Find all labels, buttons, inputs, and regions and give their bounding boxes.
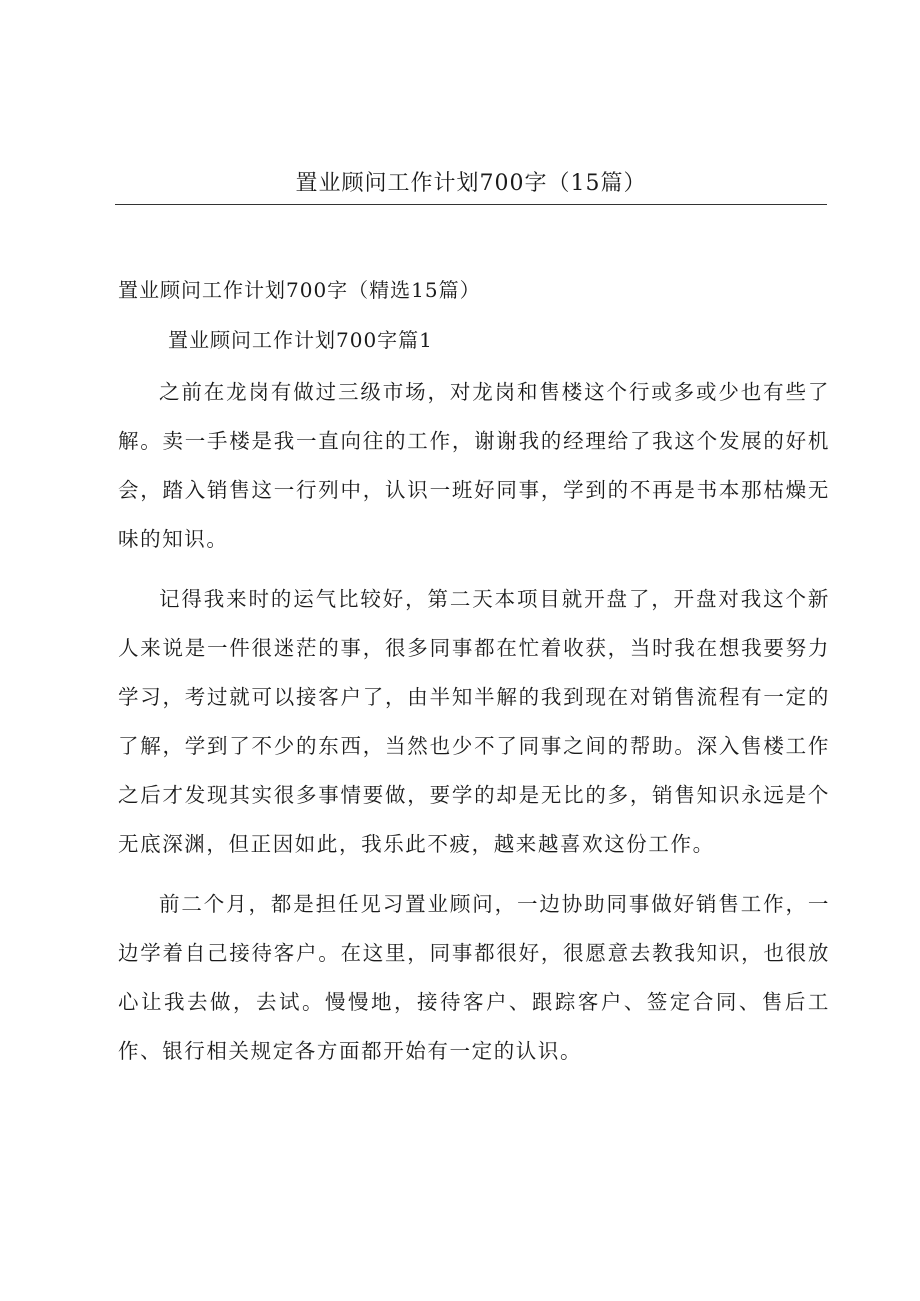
- paragraph-2: 记得我来时的运气比较好，第二天本项目就开盘了，开盘对我这个新人来说是一件很迷茫的事，很多同事都在忙着收获，当时我在想我要努力学习，考过就可以接客户了，由半知半解的我到现在对销售流程有一定的了解，学到了不少的东西，当然也少不了同事之间的帮助。深入售楼工作之后才发现其实很多事情要做，要学的却是无比的多，销售知识永远是个无底深渊，但正因如此，我乐此不疲，越来越喜欢这份工作。: [118, 587, 830, 856]
- body-text: [118, 368, 830, 1087]
- paragraph-3: 前二个月，都是担任见习置业顾问，一边协助同事做好销售工作，一边学着自己接待客户。在这里，同事都很好，很愿意去教我知识，也很放心让我去做，去试。慢慢地，接待客户、跟踪客户、签定合同、售后工作、银行相关规定各方面都开始有一定的认识。: [118, 892, 830, 1063]
- paragraph-1: 之前在龙岗有做过三级市场，对龙岗和售楼这个行或多或少也有些了解。卖一手楼是我一直向往的工作，谢谢我的经理给了我这个发展的好机会，踏入销售这一行列中，认识一班好同事，学到的不再是书本那枯燥无味的知识。: [118, 380, 830, 551]
- document-title: 置业顾问工作计划700字（15篇）: [295, 171, 647, 196]
- title-underline: [115, 204, 827, 205]
- section-heading: 置业顾问工作计划700字篇1: [168, 328, 433, 352]
- document-subtitle: 置业顾问工作计划700字（精选15篇）: [118, 278, 481, 302]
